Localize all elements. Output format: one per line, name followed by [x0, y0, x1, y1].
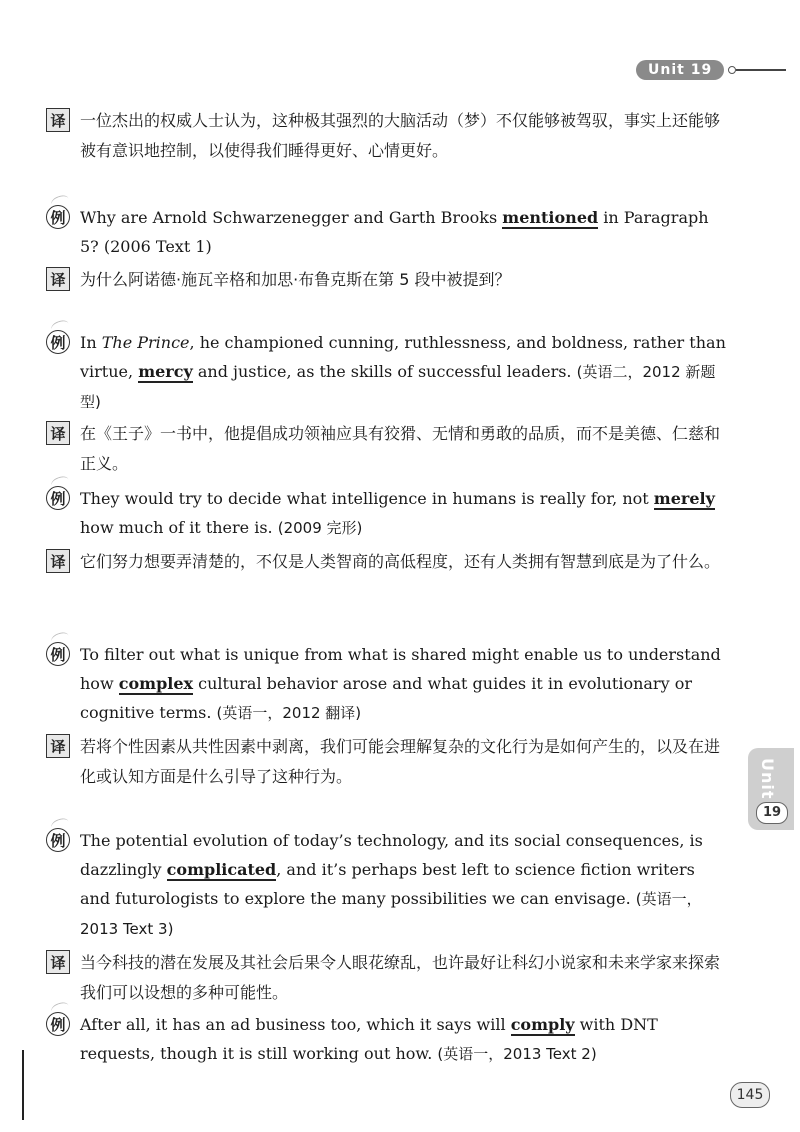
- example-sentence: [80, 1010, 726, 1069]
- example-text-part: To filter out what is unique from what is shared might enable us to understand how: [80, 645, 721, 693]
- translation-row: [46, 106, 726, 166]
- translation-row: [46, 732, 726, 792]
- translation-text: 一位杰出的权威人士认为，这种极其强烈的大脑活动（梦）不仅能够被驾驭，事实上还能够被有意识地控制，以使得我们睡得更好、心情更好。: [80, 111, 721, 160]
- example-badge: 例: [46, 486, 70, 510]
- example-badge: 例: [46, 330, 70, 354]
- unit-header: [636, 60, 786, 80]
- translation-badge: 译: [46, 108, 70, 132]
- translation-badge: 译: [46, 549, 70, 573]
- example-text-part: and justice, as the skills of successful leaders.: [192, 362, 577, 381]
- source-citation: (2009 完形): [277, 519, 363, 537]
- translation-badge: 译: [46, 734, 70, 758]
- example-badge: 例: [46, 1012, 70, 1036]
- translation-badge: 译: [46, 267, 70, 291]
- keyword: comply: [510, 1015, 575, 1034]
- translation-text: 若将个性因素从共性因素中剥离，我们可能会理解复杂的文化行为是如何产生的，以及在进化或认知方面是什么引导了这种行为。: [80, 737, 721, 786]
- translation-badge: 译: [46, 421, 70, 445]
- example-text-part: in Paragraph 5? (2006 Text 1): [80, 208, 709, 256]
- translation-text: 当今科技的潜在发展及其社会后果令人眼花缭乱，也许最好让科幻小说家和未来学家来探索我们可以设想的多种可能性。: [80, 953, 721, 1002]
- page-number: 145: [730, 1082, 770, 1108]
- keyword: mentioned: [502, 208, 599, 227]
- example-sentence: [80, 328, 726, 417]
- side-tab-label: Unit: [758, 758, 777, 800]
- source-citation: (英语二，2012 新题型): [80, 363, 716, 411]
- example-text-part: In: [80, 333, 102, 352]
- translation-row: [46, 948, 726, 1008]
- example-sentence: [80, 203, 726, 261]
- translation-text: 为什么阿诺德·施瓦辛格和加思·布鲁克斯在第 5 段中被提到？: [80, 270, 511, 289]
- unit-side-tab: [748, 748, 794, 830]
- keyword: complicated: [166, 860, 277, 879]
- translation-block: [46, 106, 726, 166]
- keyword: complex: [118, 674, 194, 693]
- example-text-part: Why are Arnold Schwarzenegger and Garth Brooks: [80, 208, 503, 227]
- example-block: [46, 484, 726, 577]
- keyword: merely: [653, 489, 715, 508]
- example-row: [46, 328, 726, 417]
- translation-row: [46, 547, 726, 577]
- translation-row: [46, 419, 726, 479]
- example-text-part: , he championed cunning, ruthlessness, and boldness, rather than virtue,: [80, 333, 726, 381]
- example-row: [46, 484, 726, 543]
- example-row: [46, 203, 726, 261]
- source-citation: (英语一，2012 翻译): [216, 704, 362, 722]
- example-text-part: cultural behavior arose and what guides it in evolutionary or cognitive terms.: [80, 674, 692, 722]
- margin-line: [22, 1050, 24, 1120]
- example-text-part: how much of it there is.: [80, 518, 278, 537]
- translation-text: 它们努力想要弄清楚的，不仅是人类智商的高低程度，还有人类拥有智慧到底是为了什么。: [80, 552, 721, 571]
- translation-row: [46, 265, 726, 295]
- translation-text: 在《王子》一书中，他提倡成功领袖应具有狡猾、无情和勇敢的品质，而不是美德、仁慈和正义。: [80, 424, 721, 473]
- example-block: [46, 203, 726, 295]
- example-badge: 例: [46, 642, 70, 666]
- example-badge: 例: [46, 828, 70, 852]
- example-text-part: with DNT requests, though it is still working out how.: [80, 1015, 658, 1063]
- translation-badge: 译: [46, 950, 70, 974]
- example-text-part: , and it’s perhaps best left to science fiction writers and futurologists to explore the many possibilities we can envisage.: [80, 860, 695, 908]
- book-title: The Prince: [101, 333, 190, 352]
- example-row: [46, 640, 726, 728]
- source-citation: (英语一，2013 Text 2): [437, 1045, 597, 1063]
- example-block: [46, 328, 726, 479]
- example-block: [46, 640, 726, 792]
- example-text-part: After all, it has an ad business too, which it says will: [80, 1015, 511, 1034]
- example-sentence: [80, 484, 726, 543]
- example-sentence: [80, 826, 726, 944]
- example-text-part: They would try to decide what intelligence in humans is really for, not: [80, 489, 654, 508]
- side-tab-number: 19: [756, 802, 788, 824]
- unit-line-decoration: [728, 66, 786, 74]
- example-block: [46, 826, 726, 1008]
- example-badge: 例: [46, 205, 70, 229]
- example-row: [46, 1010, 726, 1069]
- example-row: [46, 826, 726, 944]
- example-block: [46, 1010, 726, 1069]
- example-text-part: The potential evolution of today’s technology, and its social consequences, is dazzlingly: [80, 831, 703, 879]
- example-sentence: [80, 640, 726, 728]
- keyword: mercy: [138, 362, 193, 381]
- source-citation: (英语一，2013 Text 3): [80, 890, 702, 938]
- unit-label: Unit 19: [636, 60, 724, 80]
